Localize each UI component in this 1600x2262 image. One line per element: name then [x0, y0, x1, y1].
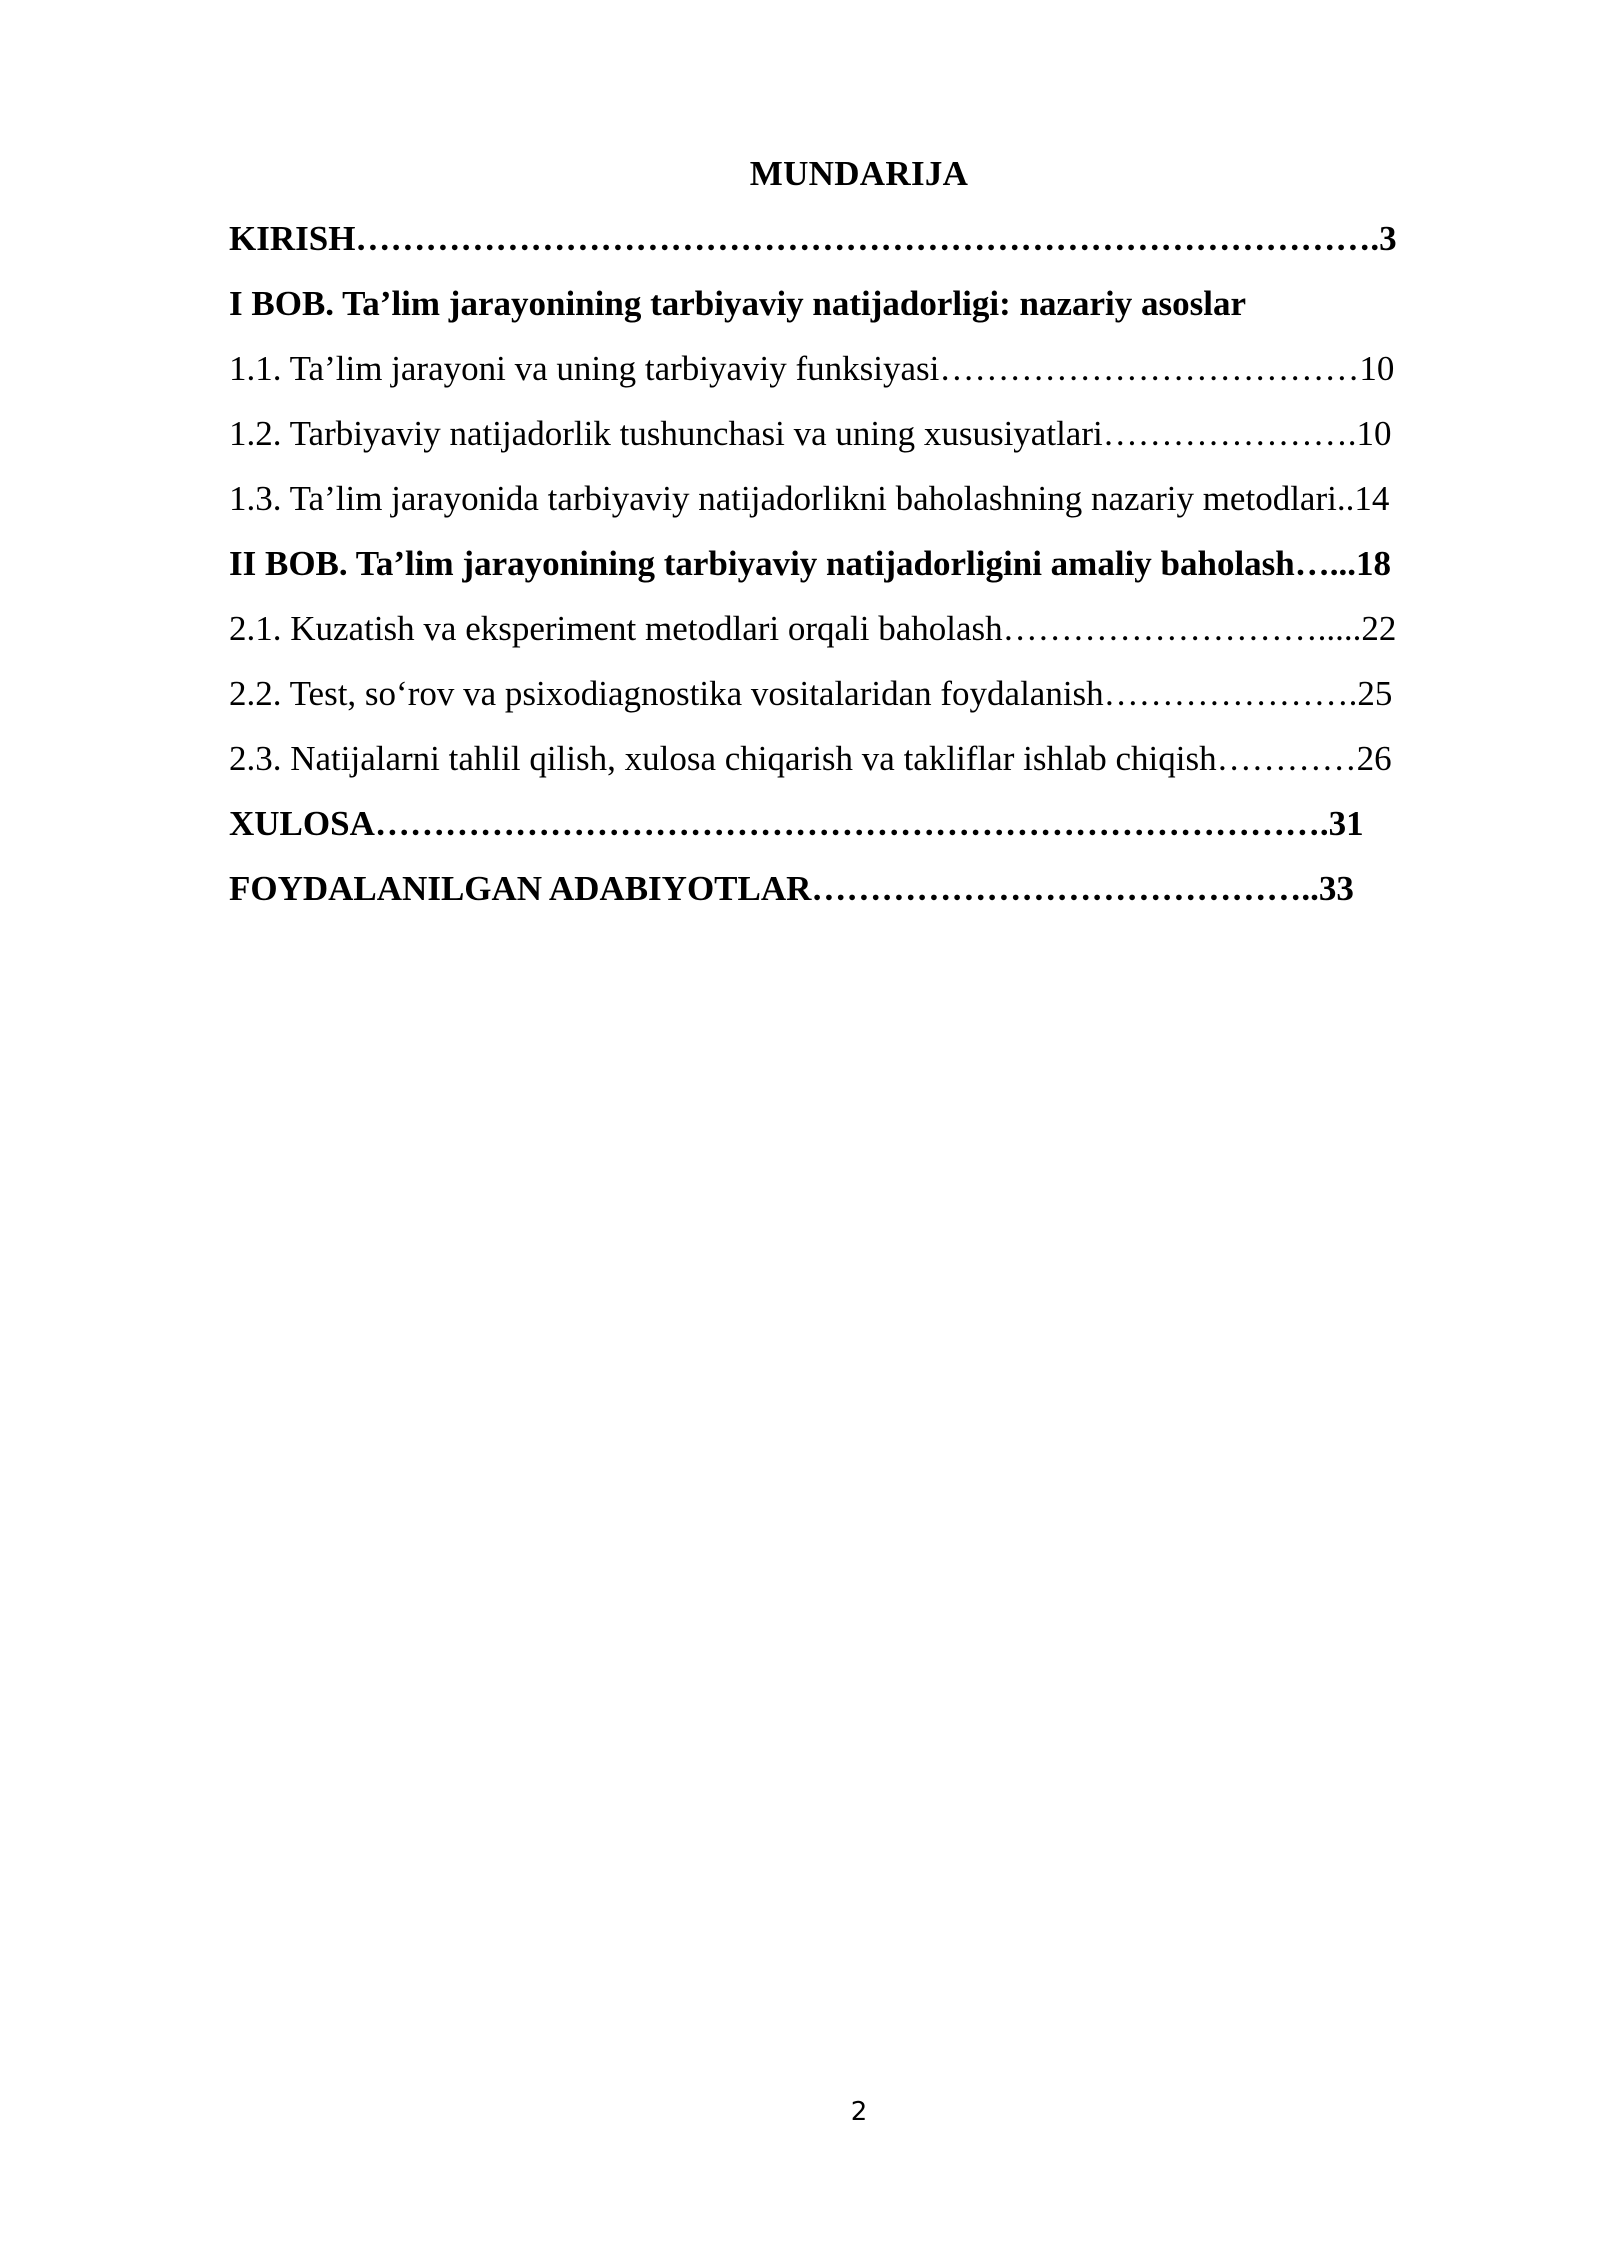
table-of-contents [229, 215, 1499, 930]
toc-entry-chapter-2: II BOB. Ta’lim jarayonining tarbiyaviy natijadorligini amaliy baholash…...18 [229, 544, 1392, 583]
toc-entry-kirish: KIRISH…………………………………………………………………………….3 [229, 219, 1397, 258]
toc-entry-section-2-2: 2.2. Test, so‘rov va psixodiagnostika vositalaridan foydalanish………………….25 [229, 674, 1393, 713]
toc-entry-chapter-1: I BOB. Ta’lim jarayonining tarbiyaviy natijadorligi: nazariy asoslar [229, 284, 1247, 323]
toc-entry-xulosa: XULOSA……………………………………………………………………….31 [229, 804, 1364, 843]
toc-entry-section-2-3: 2.3. Natijalarni tahlil qilish, xulosa chiqarish va takliflar ishlab chiqish…………26 [229, 739, 1392, 778]
toc-title: MUNDARIJA [749, 154, 969, 193]
toc-entry-references: FOYDALANILGAN ADABIYOTLAR……………………………………..33 [229, 869, 1354, 908]
toc-entry-section-2-1: 2.1. Kuzatish va eksperiment metodlari orqali baholash……………………….....22 [229, 609, 1397, 648]
toc-entry-section-1-1: 1.1. Ta’lim jarayoni va uning tarbiyaviy funksiyasi………………………………10 [229, 349, 1395, 388]
toc-entry-section-1-3: 1.3. Ta’lim jarayonida tarbiyaviy natijadorlikni baholashning nazariy metodlari..14 [229, 479, 1390, 518]
toc-entry-section-1-2: 1.2. Tarbiyaviy natijadorlik tushunchasi va uning xususiyatlari………………….10 [229, 414, 1392, 453]
page-number: 2 [850, 2097, 868, 2127]
